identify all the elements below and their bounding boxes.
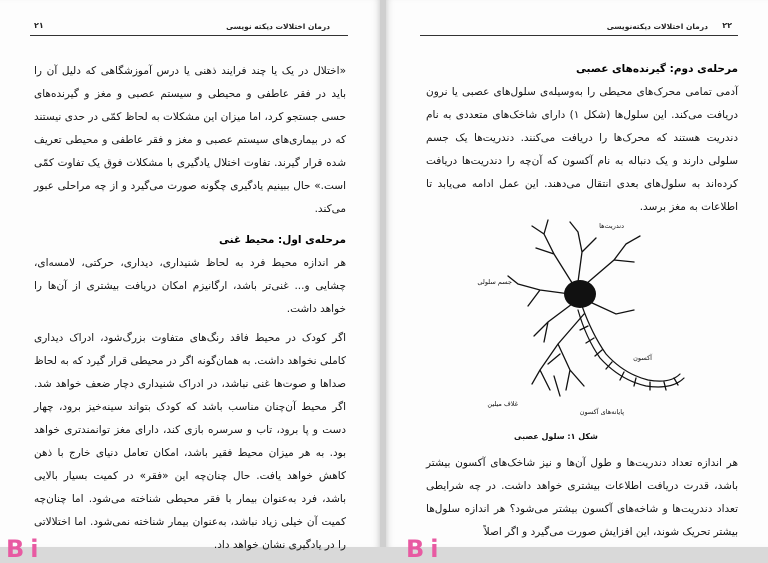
body-text-block-top bbox=[426, 58, 738, 219]
running-head: درمان اختلالات دیکته‌نویسی bbox=[606, 22, 708, 31]
running-head: درمان اختلالات دیکته نویسی bbox=[226, 22, 330, 31]
label-cell-body: جسم سلولی bbox=[477, 278, 512, 286]
body-text-block-bottom bbox=[426, 452, 738, 544]
right-page bbox=[386, 0, 768, 563]
left-page bbox=[0, 0, 380, 563]
paragraph: هر اندازه تعداد دندریت‌ها و طول آن‌ها و نیز شاخک‌های آکسون بیشتر باشد، قدرت دریافت اطلاعات بیشتری خواهد داشت. در چه شرایطی تعداد دندریت‌ها و شاخه‌های آکسون بیشتر می‌شود؟ هر اندازه سلول‌ها بیشتر تحریک شوند، این افزایش صورت می‌گیرد و اگر اصلاً bbox=[426, 457, 738, 538]
label-dendrites: دندریت‌ها bbox=[599, 222, 624, 230]
paragraph: آدمی تمامی محرک‌های محیطی را به‌وسیله‌ی سلول‌های عصبی یا نرون دریافت می‌کند. این سلول‌ها (شکل ۱) دارای شاخک‌های متعددی به نام دندریت هستند که محرک‌ها را دریافت می‌کنند. دندریت‌ها یک جسم سلولی دارند و یک دنباله به نام آکسون که آن‌چه را دندریت‌ها دریافت کرده‌اند به سلول‌های بعدی انتقال می‌دهند. این عمل ادامه می‌یابد تا اطلاعات به مغز برسد. bbox=[426, 86, 738, 213]
body-text-block bbox=[34, 60, 346, 557]
neuron-diagram bbox=[474, 214, 704, 424]
page-number: ۲۱ bbox=[34, 21, 44, 30]
corner-watermark: Bi bbox=[406, 535, 445, 563]
paragraph: اگر کودک در محیط فاقد رنگ‌های متفاوت بزرگ‌شود، ادراک دیداری کاملی نخواهد داشت. به همان‌گونه اگر در محیطی قرار گیرد که به لحاظ صداها و صوت‌ها غنی نباشد، در ادراک شنیداری دچار ضعف خواهد شد. اگر محیط آن‌چنان مناسب باشد که کودک بتواند سینه‌خیز برود، چهار دست و پا برود، تاب و سرسره بازی کند، دارای مغز توانمندتری خواهد بود. به هر میزان محیط فقیر باشد، امکان تعامل دنیای خارج با ذهن کاهش خواهد یافت. حال چنان‌چه این «فقر» در کمیت بسیار بالایی باشد، فرد به‌عنوان بیمار با فقر محیطی شناخته می‌شود. اما چنان‌چه کمیت آن خیلی زیاد نباشد، به‌عنوان بیمار شناخته نمی‌شود. اما اختلالاتی را در یادگیری نشان خواهد داد. bbox=[34, 332, 346, 551]
figure-caption: شکل ۱: سلول عصبی bbox=[514, 432, 598, 441]
corner-watermark: Bi bbox=[6, 535, 45, 563]
label-axon-terminals: پایانه‌های آکسون bbox=[579, 408, 624, 416]
section-heading: مرحله‌ی اول: محیط غنی bbox=[219, 234, 346, 246]
label-axon: آکسون bbox=[633, 354, 652, 362]
paragraph: «اختلال در یک یا چند فرایند ذهنی یا درس آموزشگاهی که دلیل آن را باید در فقر عاطفی و محیطی و سیستم عصبی و مغز و گیرنده‌های حسی جستجو کرد، اما میزان این مشکلات به لحاظ کمّی در حدی نیستند که در بیماری‌های سیستم عصبی و مغز و فقر عاطفی و محیطی تعریف شده قرار گیرند. تفاوت اختلال یادگیری با مشکلات فوق یک تفاوت کمّی است.» حال ببینیم یادگیری چگونه صورت می‌گیرد و از چه مراحلی عبور می‌کند. bbox=[34, 65, 346, 215]
header-rule bbox=[30, 35, 348, 36]
cell-body-shape bbox=[564, 280, 596, 308]
header-rule bbox=[420, 35, 738, 36]
label-myelin: غلاف میلین bbox=[487, 400, 518, 408]
page-number: ۲۲ bbox=[722, 21, 732, 30]
section-heading: مرحله‌ی دوم: گیرنده‌های عصبی bbox=[575, 63, 738, 75]
paragraph: هر اندازه محیط فرد به لحاظ شنیداری، دیداری، حرکتی، لامسه‌ای، چشایی و... غنی‌تر باشد، ارگانیزم امکان دریافت بیشتری از آن‌ها را خواهد داشت. bbox=[34, 257, 346, 315]
